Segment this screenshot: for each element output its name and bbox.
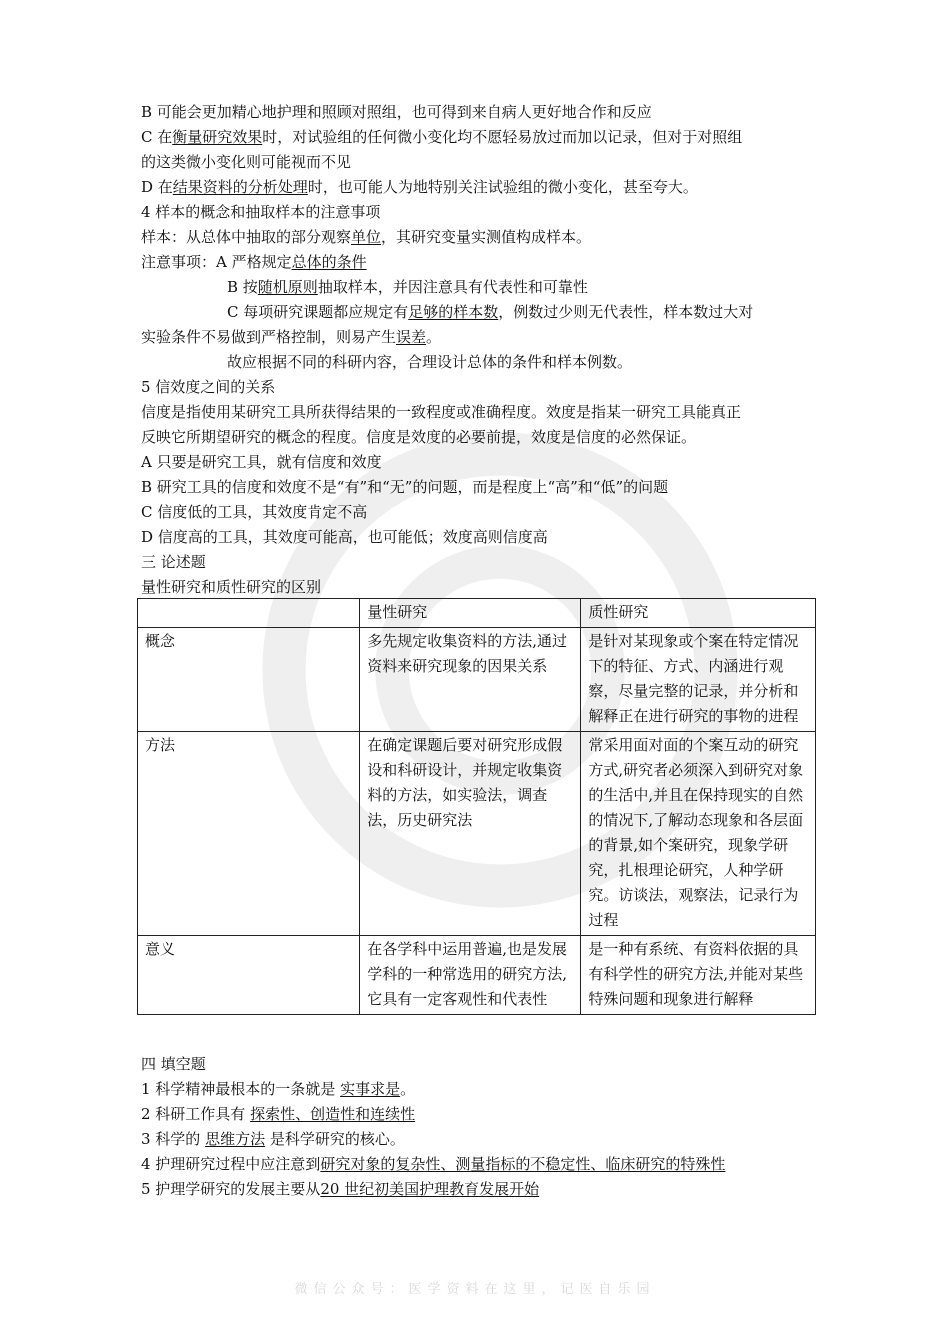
section-5-point-b: B 研究工具的信度和效度不是“有”和“无”的问题，而是程度上“高”和“低”的问题 — [141, 478, 669, 496]
notes-item-a: 注意事项：A 严格规定总体的条件 — [141, 253, 367, 271]
table-header-cell — [138, 599, 360, 628]
section-5-point-a: A 只要是研究工具，就有信度和效度 — [141, 453, 382, 471]
quantitative-cell: 在各学科中运用普遍,也是发展学科的一种常选用的研究方法,它具有一定客观性和代表性 — [360, 936, 581, 1015]
underline-term: 足够的样本数 — [408, 303, 499, 321]
qualitative-cell: 是一种有系统、有资料依据的具有科学性的研究方法,并能对某些特殊问题和现象进行解释 — [581, 936, 816, 1015]
qualitative-cell: 是针对某现象或个案在特定情况下的特征、方式、内涵进行观察，尽量完整的记录，并分析和解释正在进行研究的事物的进程 — [581, 628, 816, 732]
fill-answer: 思维方法 — [205, 1130, 266, 1148]
row-label: 意义 — [138, 936, 360, 1015]
section-4-title: 4 样本的概念和抽取样本的注意事项 — [141, 203, 381, 221]
underline-term: 结果资料的分析处理 — [172, 178, 308, 196]
underline-term: 总体的条件 — [291, 253, 367, 271]
option-d-analysis: D 在结果资料的分析处理时，也可能人为地特别关注试验组的微小变化，甚至夸大。 — [141, 178, 698, 196]
underline-term: 衡量研究效果 — [172, 128, 263, 146]
quantitative-cell: 在确定课题后要对研究形成假设和科研设计，并规定收集资料的方法，如实验法，调查法，历史研究法 — [360, 732, 581, 936]
comparison-table — [137, 598, 816, 1015]
underline-term: 随机原则 — [257, 278, 318, 296]
table-header-row — [138, 599, 816, 628]
quantitative-cell: 多先规定收集资料的方法,通过资料来研究现象的因果关系 — [360, 628, 581, 732]
section-4-heading: 四 填空题 — [141, 1055, 206, 1073]
fill-question-4: 4 护理研究过程中应注意到研究对象的复杂性、测量指标的不稳定性、临床研究的特殊性 — [141, 1155, 726, 1173]
footer-watermark-text: 微信公众号：医学资料在这里，记医自乐园 — [294, 1282, 656, 1297]
sample-definition: 样本：从总体中抽取的部分观察单位，其研究变量实测值构成样本。 — [141, 228, 592, 246]
table-row — [138, 732, 816, 936]
notes-conclusion: 故应根据不同的科研内容，合理设计总体的条件和样本例数。 — [227, 353, 633, 371]
table-header-cell: 质性研究 — [581, 599, 816, 628]
fill-question-2: 2 科研工作具有 探索性、创造性和连续性 — [141, 1105, 416, 1123]
option-c-continued: 的这类微小变化则可能视而不见 — [141, 153, 352, 171]
section-3-heading: 三 论述题 — [141, 553, 206, 571]
fill-question-1: 1 科学精神最根本的一条就是 实事求是。 — [141, 1080, 416, 1098]
option-c-measure: C 在衡量研究效果时，对试验组的任何微小变化均不愿轻易放过而加以记录，但对于对照组 — [141, 128, 743, 146]
fill-answer: 探索性、创造性和连续性 — [250, 1105, 416, 1123]
underline-term: 误差 — [396, 328, 427, 346]
table-row — [138, 628, 816, 732]
table-row — [138, 936, 816, 1015]
row-label: 概念 — [138, 628, 360, 732]
table-caption: 量性研究和质性研究的区别 — [141, 578, 322, 596]
underline-term: 单位 — [351, 228, 382, 246]
section-5-paragraph-1: 信度是指使用某研究工具所获得结果的一致程度或准确程度。效度是指某一研究工具能真正 — [141, 403, 742, 421]
section-5-point-c: C 信度低的工具，其效度肯定不高 — [141, 503, 368, 521]
fill-answer: 20 世纪初美国护理教育发展开始 — [320, 1180, 540, 1198]
fill-answer: 研究对象的复杂性、测量指标的不稳定性、临床研究的特殊性 — [320, 1155, 726, 1173]
section-5-paragraph-2: 反映它所期望研究的概念的程度。信度是效度的必要前提，效度是信度的必然保证。 — [141, 428, 697, 446]
fill-question-5: 5 护理学研究的发展主要从20 世纪初美国护理教育发展开始 — [141, 1180, 540, 1198]
notes-item-b: B 按随机原则抽取样本，并因注意具有代表性和可靠性 — [227, 278, 588, 296]
table-header-cell: 量性研究 — [360, 599, 581, 628]
section-5-title: 5 信效度之间的关系 — [141, 378, 276, 396]
qualitative-cell: 常采用面对面的个案互动的研究方式,研究者必须深入到研究对象的生活中,并且在保持现实的自然的情况下,了解动态现象和各层面的背景,如个案研究，现象学研究，扎根理论研究，人种学研究。访谈法，观察法，记录行为过程 — [581, 732, 816, 936]
fill-question-3: 3 科学的 思维方法 是科学研究的核心。 — [141, 1130, 405, 1148]
option-b-care: B 可能会更加精心地护理和照顾对照组，也可得到来自病人更好地合作和反应 — [141, 103, 652, 121]
section-5-point-d: D 信度高的工具，其效度可能高，也可能低；效度高则信度高 — [141, 528, 548, 546]
fill-answer: 实事求是 — [340, 1080, 401, 1098]
row-label: 方法 — [138, 732, 360, 936]
notes-item-c: C 每项研究课题都应规定有足够的样本数，例数过少则无代表性，样本数过大对 — [227, 303, 754, 321]
notes-item-c-continued: 实验条件不易做到严格控制，则易产生误差。 — [141, 328, 442, 346]
